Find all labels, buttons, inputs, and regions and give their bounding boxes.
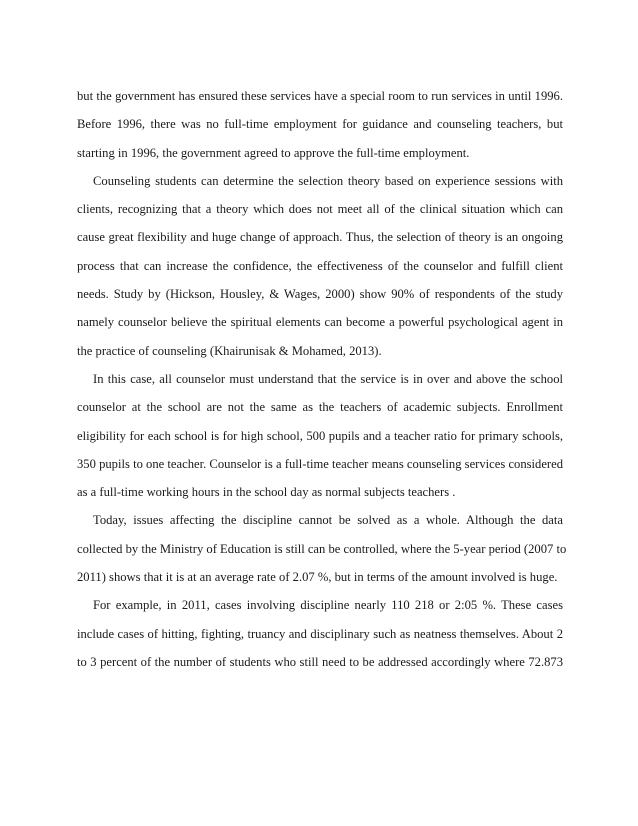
text-line: counselor at the school are not the same as the teachers of academic subjects. Enrollment <box>77 400 563 415</box>
text-line: needs. Study by (Hickson, Housley, & Wages, 2000) show 90% of respondents of the study <box>77 287 563 302</box>
text-line: to 3 percent of the number of students who still need to be addressed accordingly where 72.873 <box>77 654 563 669</box>
paragraph-3 <box>77 369 563 510</box>
paragraph-5 <box>77 595 563 680</box>
text-line: cause great flexibility and huge change of approach. Thus, the selection of theory is an ongoing <box>77 230 563 245</box>
paragraph-2 <box>77 171 563 369</box>
text-line: as a full-time working hours in the school day as normal subjects teachers . <box>77 485 456 500</box>
body-text <box>77 86 567 680</box>
text-line: the practice of counseling (Khairunisak & Mohamed, 2013). <box>77 343 382 358</box>
text-line: starting in 1996, the government agreed to approve the full-time employment. <box>77 145 470 160</box>
paragraph-1 <box>77 86 563 171</box>
text-line: In this case, all counselor must understand that the service is in over and above the school <box>93 371 563 386</box>
text-line: For example, in 2011, cases involving discipline nearly 110 218 or 2:05 %. These cases <box>93 598 563 613</box>
text-line: collected by the Ministry of Education is still can be controlled, where the 5-year period (2007 to <box>77 541 567 556</box>
text-line: Before 1996, there was no full-time employment for guidance and counseling teachers, but <box>77 117 563 132</box>
text-line: Counseling students can determine the selection theory based on experience sessions with <box>93 173 563 188</box>
paragraph-4 <box>77 510 567 595</box>
text-line: eligibility for each school is for high school, 500 pupils and a teacher ratio for primary schools, <box>77 428 563 443</box>
text-line: clients, recognizing that a theory which does not meet all of the clinical situation which can <box>77 202 563 217</box>
text-line: 350 pupils to one teacher. Counselor is a full-time teacher means counseling services considered <box>77 456 563 471</box>
text-line: 2011) shows that it is at an average rate of 2.07 %, but in terms of the amount involved is huge. <box>77 570 558 585</box>
text-line: namely counselor believe the spiritual elements can become a powerful psychological agent in <box>77 315 563 330</box>
text-line: but the government has ensured these services have a special room to run services in until 1996. <box>77 89 563 103</box>
text-line: process that can increase the confidence, the effectiveness of the counselor and fulfill client <box>77 258 563 273</box>
text-line: include cases of hitting, fighting, truancy and disciplinary such as neatness themselves. About 2 <box>77 626 563 641</box>
text-line: Today, issues affecting the discipline cannot be solved as a whole. Although the data <box>93 513 563 528</box>
